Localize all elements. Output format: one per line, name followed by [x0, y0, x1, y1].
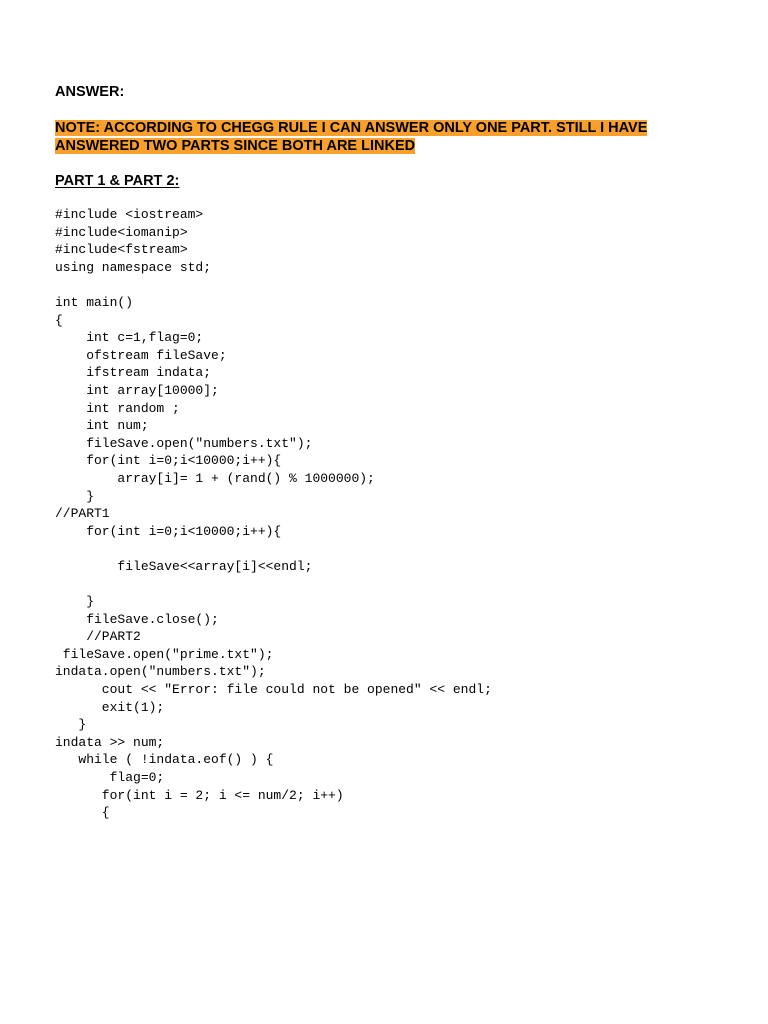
code-line: ofstream fileSave;	[55, 347, 227, 363]
code-line: for(int i=0;i<10000;i++){	[55, 523, 282, 539]
chegg-note	[55, 119, 695, 155]
note-highlight: NOTE: ACCORDING TO CHEGG RULE I CAN ANSWER ONLY ONE PART. STILL I HAVE ANSWERED TWO PARTS SINCE BOTH ARE LINKED	[55, 120, 648, 154]
code-line: }	[55, 594, 95, 610]
code-line: cout << "Error: file could not be opened" << endl;	[55, 682, 492, 698]
code-line: flag=0;	[55, 770, 165, 785]
code-line	[55, 540, 492, 558]
code-line: int random ;	[55, 400, 180, 416]
code-line: }	[55, 488, 95, 504]
code-line: fileSave.open("prime.txt");	[55, 646, 274, 662]
code-line: for(int i=0;i<10000;i++){	[55, 453, 282, 469]
code-line: }	[55, 717, 87, 733]
code-line: fileSave.open("numbers.txt");	[55, 435, 313, 451]
part-heading: PART 1 & PART 2:	[55, 173, 180, 189]
code-line: for(int i = 2; i <= num/2; i++)	[55, 787, 344, 803]
code-line: array[i]= 1 + (rand() % 1000000);	[55, 470, 375, 486]
code-line: int num;	[55, 418, 149, 434]
code-line: int main()	[55, 294, 134, 310]
code-line: ifstream indata;	[55, 365, 212, 381]
answer-heading: ANSWER:	[55, 84, 125, 100]
code-line: {	[55, 805, 110, 821]
code-line: //PART1	[55, 506, 110, 522]
code-line: //PART2	[55, 629, 141, 645]
code-line	[55, 276, 492, 294]
code-line: indata.open("numbers.txt");	[55, 664, 266, 680]
code-line: #include <iostream>	[55, 207, 204, 222]
code-line: indata >> num;	[55, 734, 165, 750]
code-line: int array[10000];	[55, 382, 219, 398]
code-line: using namespace std;	[55, 259, 212, 275]
code-line: fileSave.close();	[55, 611, 219, 627]
code-line: while ( !indata.eof() ) {	[55, 752, 274, 768]
code-line: int c=1,flag=0;	[55, 330, 204, 346]
code-line: fileSave<<array[i]<<endl;	[55, 558, 313, 574]
code-line	[55, 575, 492, 593]
code-block	[55, 206, 492, 822]
code-line: #include<iomanip>	[55, 224, 188, 240]
code-line: {	[55, 312, 63, 328]
code-line: #include<fstream>	[55, 242, 188, 258]
code-line: exit(1);	[55, 699, 165, 715]
